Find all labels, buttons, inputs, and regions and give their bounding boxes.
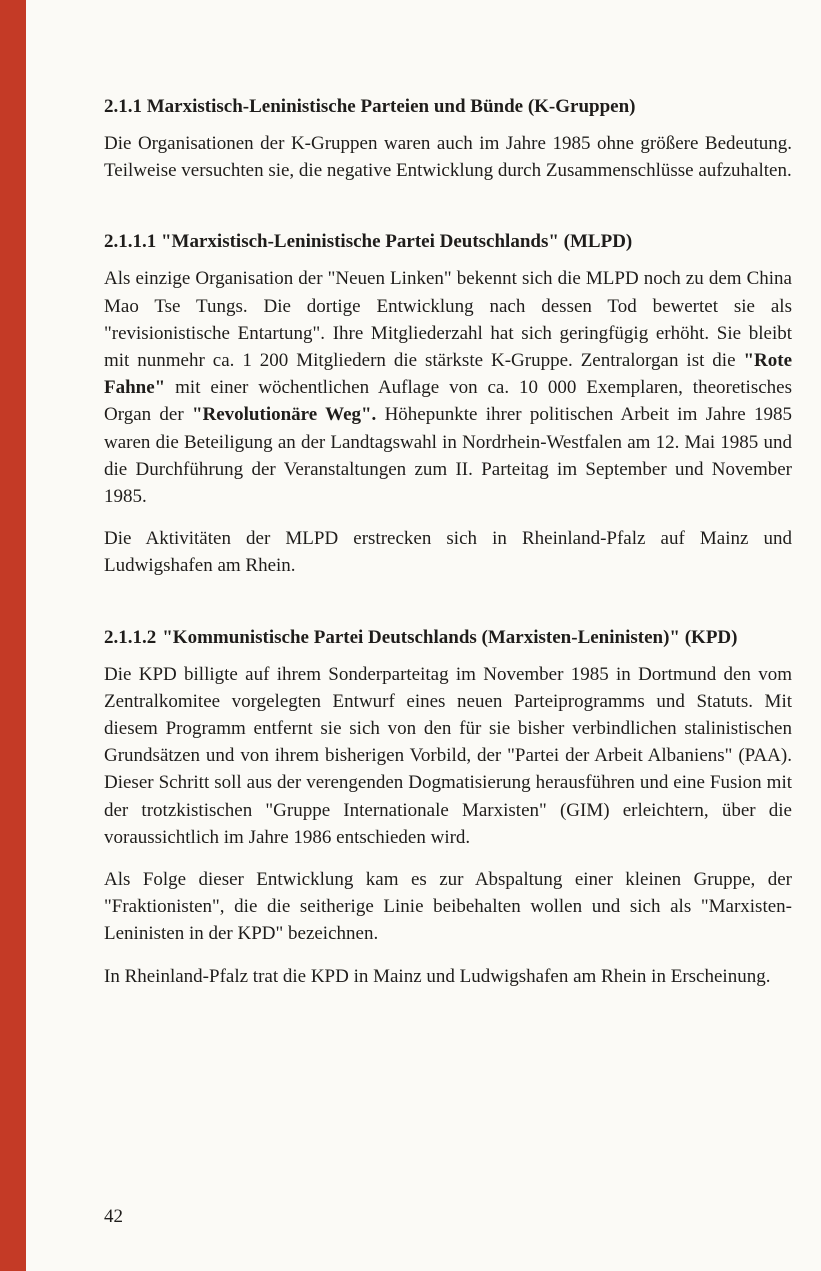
paragraph-kgruppen-intro: Die Organisationen der K-Gruppen waren auch im Jahre 1985 ohne größere Bedeutung. Teilweise versuchten sie, die negative Entwicklung durch Zusammenschlüsse aufzuhalten. [104, 133, 792, 182]
section-title: "Marxistisch-Leninistische Partei Deutschlands" (MLPD) [161, 231, 633, 253]
section-heading-2-1-1-2 [104, 625, 792, 651]
publication-name-rote-fahne: "Rote Fahne" [104, 350, 792, 399]
paragraph-text: mit einer wöchentlichen Auflage von ca. 10 000 Exemplaren, theoretisches Organ der [104, 377, 792, 426]
section-number: 2.1.1.2 [104, 626, 157, 648]
section-heading-2-1-1 [104, 94, 792, 120]
section-number: 2.1.1.1 [104, 231, 157, 253]
publication-name-revolutionaere-weg: "Revolutionäre Weg". [191, 404, 377, 426]
paragraph-text: Höhepunkte ihrer politischen Arbeit im Jahre 1985 waren die Beteiligung an der Landtagswahl in Nordrhein-Westfalen am 12. Mai 1985 und die Durchführung der Veranstaltungen zum II. Parteitag im September und November 1985. [104, 404, 792, 508]
section-title: Marxistisch-Leninistische Parteien und Bünde (K-Gruppen) [146, 96, 636, 117]
paragraph-kpd-main: Die KPD billigte auf ihrem Sonderparteitag im November 1985 in Dortmund den vom Zentralkomitee vorgelegten Entwurf eines neuen Parteiprogramms und Statuts. Mit diesem Programm entfernt sie sich von den für sie bisher verbindlichen stalinistischen Grundsätzen und von ihrem bisherigen Vorbild, der "Partei der Arbeit Albaniens" (PAA). Dieser Schritt soll aus der verengenden Dogmatisierung herausführen und eine Fusion mit der trotzkistischen "Gruppe Internationale Marxisten" (GIM) erleichtern, über die voraussichtlich im Jahre 1986 entschieden wird. [104, 663, 792, 848]
red-margin-strip [0, 0, 26, 1271]
paragraph-text: Als einzige Organisation der "Neuen Linken" bekennt sich die MLPD noch zu dem China Mao Tse Tungs. Die dortige Entwicklung nach dessen Tod bewertet sie als "revisionistische Entartung". Ihre Mitgliederzahl hat sich geringfügig erhöht. Sie bleibt mit nunmehr ca. 1 200 Mitgliedern die stärkste K-Gruppe. Zentralorgan ist die [104, 268, 792, 372]
paragraph-mlpd-main [104, 265, 792, 510]
section-number: 2.1.1 [104, 96, 142, 117]
paragraph-kpd-rlp: In Rheinland-Pfalz trat die KPD in Mainz und Ludwigshafen am Rhein in Erscheinung. [104, 965, 771, 987]
paragraph-mlpd-rlp: Die Aktivitäten der MLPD erstrecken sich in Rheinland-Pfalz auf Mainz und Ludwigshafen am Rhein. [104, 528, 792, 577]
section-title: "Kommunistische Partei Deutschlands (Marxisten-Leninisten)" (KPD) [162, 626, 738, 648]
page-number: 42 [104, 1206, 123, 1227]
document-page [104, 94, 792, 990]
paragraph-kpd-split: Als Folge dieser Entwicklung kam es zur Abspaltung einer kleinen Gruppe, der "Fraktionisten", die die seitherige Linie beibehalten wollen und sich als "Marxisten-Leninisten in der KPD" bezeichnen. [104, 869, 792, 945]
section-heading-2-1-1-1 [104, 229, 792, 255]
